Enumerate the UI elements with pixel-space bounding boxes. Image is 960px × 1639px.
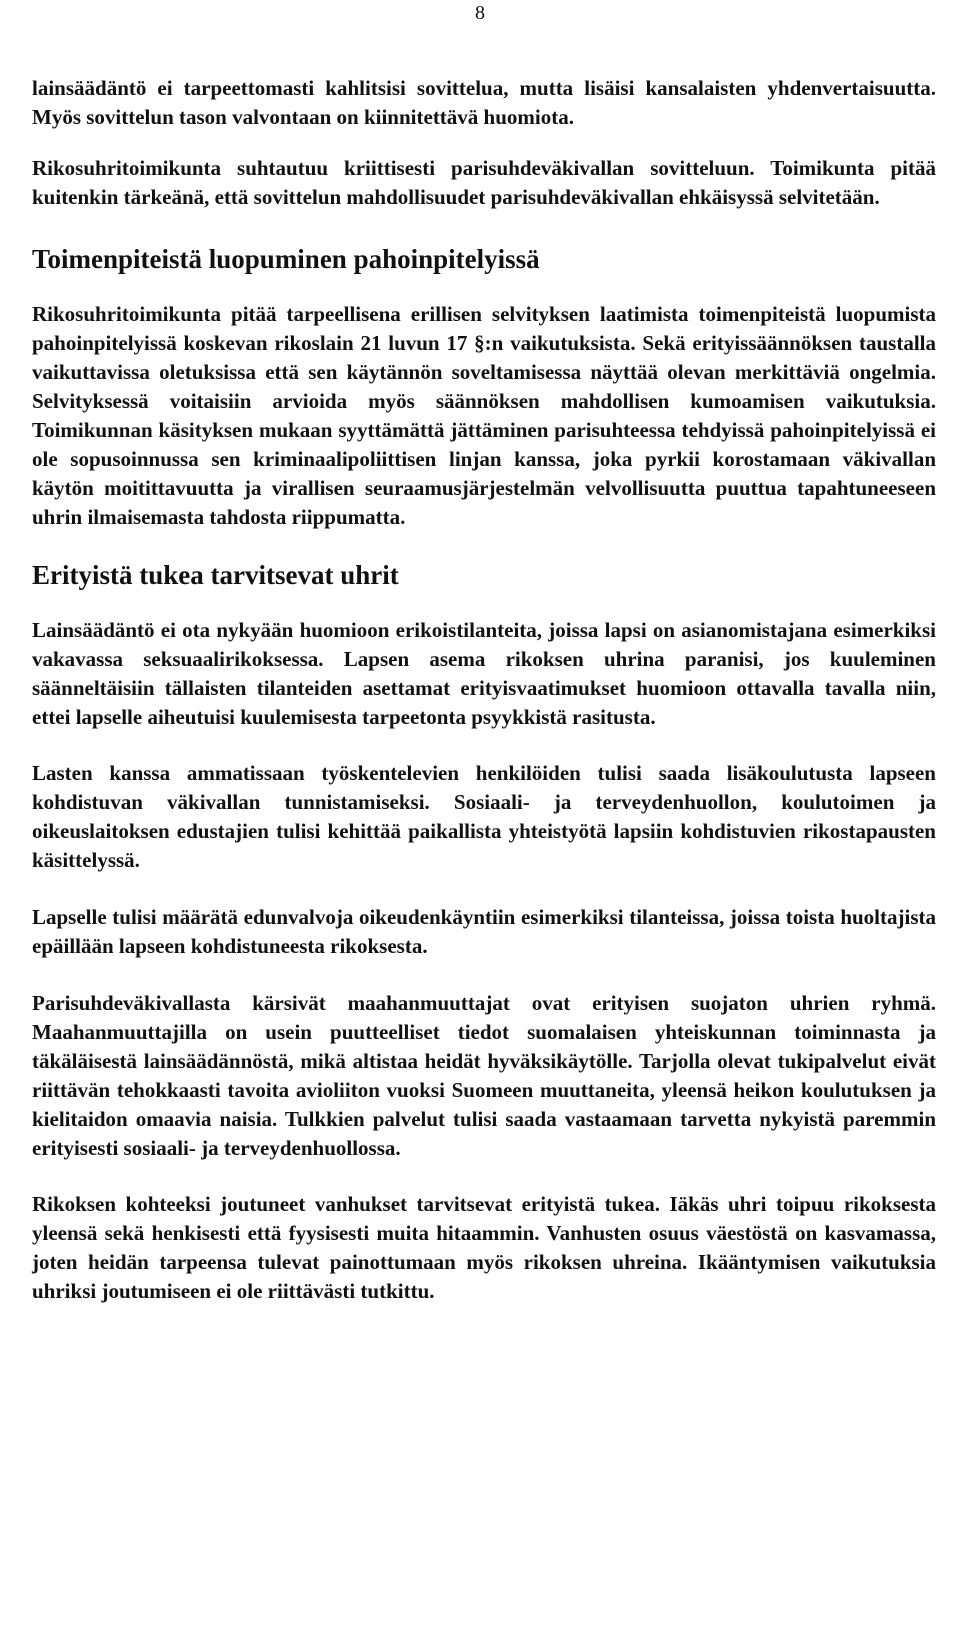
- section-heading-victims-needing-support: Erityistä tukea tarvitsevat uhrit: [32, 560, 399, 590]
- paragraph-immigrant-victims: Parisuhdeväkivallasta kärsivät maahanmuuttajat ovat erityisen suojaton uhrien ryhmä. Maahanmuuttajilla on usein puutteelliset tiedot suomalaisen yhteiskunnan toiminnasta ja täkäläisestä lainsäädännöstä, mikä altistaa heidät hyväksikäytölle. Tarjolla olevat tukipalvelut eivät riittävän tehokkaasti tavoita avioliiton vuoksi Suomeen muuttaneita, yleensä heikon koulutuksen ja kielitaidon omaavia naisia. Tulkkien palvelut tulisi saada vastaamaan tarvetta nykyistä paremmin erityisesti sosiaali- ja terveydenhuollossa.: [32, 991, 936, 1160]
- paragraph-elderly-victims: Rikoksen kohteeksi joutuneet vanhukset tarvitsevat erityistä tukea. Iäkäs uhri toipuu rikoksesta yleensä sekä henkisesti että fyysisesti muita hitaammin. Vanhusten osuus väestöstä on kasvamassa, joten heidän tarpeensa tulevat painottumaan myös rikoksen uhreina. Ikääntymisen vaikutuksia uhriksi joutumiseen ei ole riittävästi tutkittu.: [32, 1192, 936, 1303]
- paragraph-child-victim-hearing: Lainsäädäntö ei ota nykyään huomioon erikoistilanteita, joissa lapsi on asianomistajana esimerkiksi vakavassa seksuaalirikoksessa. Lapsen asema rikoksen uhrina paranisi, jos kuuleminen säänneltäisiin tällaisten tilanteiden asettamat erityisvaatimukset huomioon ottavalla tavalla niin, ettei lapselle aiheutuisi kuulemisesta tarpeetonta psyykkistä rasitusta.: [32, 618, 936, 729]
- paragraph-guardian-appointment: Lapselle tulisi määrätä edunvalvoja oikeudenkäyntiin esimerkiksi tilanteissa, joissa toista huoltajista epäillään lapseen kohdistuneesta rikoksesta.: [32, 905, 936, 958]
- document-body: [32, 74, 936, 1331]
- section-heading-waiving-measures: Toimenpiteistä luopuminen pahoinpitelyissä: [32, 244, 540, 274]
- paragraph-mediation-legislation: lainsäädäntö ei tarpeettomasti kahlitsisi sovittelua, mutta lisäisi kansalaisten yhdenvertaisuutta. Myös sovittelun tason valvontaan on kiinnitettävä huomiota.: [32, 76, 936, 129]
- paragraph-professional-training: Lasten kanssa ammatissaan työskentelevien henkilöiden tulisi saada lisäkoulutusta lapseen kohdistuvan väkivallan tunnistamiseksi. Sosiaali- ja terveydenhuollon, koulutoimen ja oikeuslaitoksen edustajien tulisi kehittää paikallista yhteistyötä lapsiin kohdistuvien rikostapausten käsittelyssä.: [32, 761, 936, 872]
- page-number: 8: [475, 2, 485, 24]
- paragraph-domestic-violence-mediation: Rikosuhritoimikunta suhtautuu kriittisesti parisuhdeväkivallan sovitteluun. Toimikunta pitää kuitenkin tärkeänä, että sovittelun mahdollisuudet parisuhdeväkivallan ehkäisyssä selvitetään.: [32, 156, 936, 209]
- paragraph-waiving-measures-study: Rikosuhritoimikunta pitää tarpeellisena erillisen selvityksen laatimista toimenpiteistä luopumista pahoinpitelyissä koskevan rikoslain 21 luvun 17 §:n vaikutuksista. Sekä erityissäännöksen taustalla vaikuttavissa oletuksissa että sen käytännön soveltamisessa näyttää olevan merkittäviä ongelmia. Selvityksessä voitaisiin arvioida myös säännöksen mahdollisen kumoamisen vaikutuksia. Toimikunnan käsityksen mukaan syyttämättä jättäminen parisuhteessa tehdyissä pahoinpitelyissä ei ole sopusoinnussa sen kriminaalipoliittisen linjan kanssa, joka pyrkii korostamaan väkivallan käytön moitittavuutta ja virallisen seuraamusjärjestelmän velvollisuutta puuttua tapahtuneeseen uhrin ilmaisemasta tahdosta riippumatta.: [32, 302, 936, 529]
